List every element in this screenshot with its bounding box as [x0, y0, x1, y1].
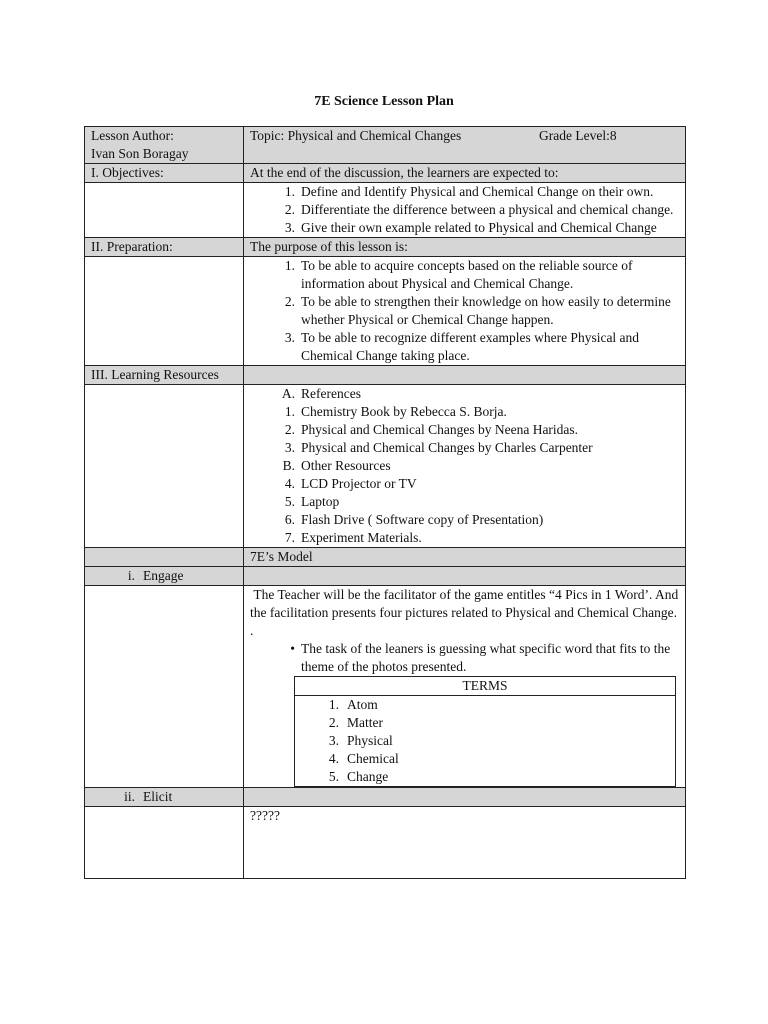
- list-item: [250, 183, 679, 201]
- grade-level: Grade Level:8: [539, 128, 617, 143]
- list-item-number: 3.: [328, 733, 339, 748]
- list-item-text: Change: [347, 769, 389, 784]
- list-item-number: 5.: [284, 494, 295, 509]
- list-item-number: B.: [282, 458, 295, 473]
- list-item: [301, 696, 669, 714]
- preparation-header-row: [85, 238, 686, 257]
- list-item-number: 2.: [284, 294, 295, 309]
- list-item-number: 3.: [284, 330, 295, 345]
- list-item-text: Chemical: [347, 751, 399, 766]
- list-item-number: 1.: [328, 697, 339, 712]
- engage-bullet-list: [250, 640, 679, 676]
- list-item-text: LCD Projector or TV: [301, 476, 417, 491]
- objectives-label: I. Objectives:: [85, 164, 244, 183]
- list-item-text: Other Resources: [301, 458, 391, 473]
- list-item-number: 2.: [284, 202, 295, 217]
- list-item-text: Physical and Chemical Changes by Charles Carpenter: [301, 440, 593, 455]
- list-item: [301, 714, 669, 732]
- list-item: [250, 219, 679, 237]
- list-item: [250, 385, 679, 403]
- list-item-text: Physical: [347, 733, 393, 748]
- objectives-list: [250, 183, 679, 237]
- author-cell: [85, 127, 244, 164]
- list-item-text: To be able to recognize different examples where Physical and Chemical Change taking place.: [301, 330, 640, 363]
- objectives-intro: At the end of the discussion, the learners are expected to:: [244, 164, 686, 183]
- list-item-number: 1.: [284, 184, 295, 199]
- list-item-text: Define and Identify Physical and Chemical Change on their own.: [301, 184, 654, 199]
- elicit-header-row: [85, 788, 686, 807]
- resources-header-row: [85, 366, 686, 385]
- list-item: [250, 529, 679, 547]
- preparation-body-row: [85, 257, 686, 366]
- terms-list: [301, 696, 669, 786]
- list-item-text: Experiment Materials.: [301, 530, 422, 545]
- list-item: [250, 257, 679, 293]
- resources-body-row: [85, 385, 686, 548]
- document-title: 7E Science Lesson Plan: [314, 94, 454, 109]
- engage-label: Engage: [143, 568, 184, 583]
- list-item: [301, 768, 669, 786]
- preparation-label: II. Preparation:: [85, 238, 244, 257]
- list-item-number: 4.: [284, 476, 295, 491]
- list-item-number: 7.: [284, 530, 295, 545]
- list-item-text: Physical and Chemical Changes by Neena Haridas.: [301, 422, 579, 437]
- list-item-number: 3.: [284, 220, 295, 235]
- engage-paragraph: The Teacher will be the facilitator of the game entitles “4 Pics in 1 Word’. And the facilitation presents four pictures related to Physical and Chemical Change. .: [250, 587, 682, 638]
- model-header-row: [85, 548, 686, 567]
- list-item: [250, 493, 679, 511]
- list-item: [250, 403, 679, 421]
- elicit-body-row: [85, 807, 686, 879]
- list-item-text: References: [301, 386, 361, 401]
- list-item: [301, 732, 669, 750]
- list-item-text: To be able to acquire concepts based on the reliable source of information about Physical and Chemical Change.: [301, 258, 633, 291]
- objectives-header-row: [85, 164, 686, 183]
- bullet-icon: •: [290, 641, 295, 656]
- list-item-number: 3.: [284, 440, 295, 455]
- resources-list: [250, 385, 679, 547]
- list-item-text: Atom: [347, 697, 378, 712]
- list-item: [250, 640, 679, 676]
- list-item: [250, 511, 679, 529]
- model-label: 7E’s Model: [244, 548, 686, 567]
- list-item-text: Flash Drive ( Software copy of Presentation): [301, 512, 544, 527]
- list-item-number: A.: [281, 386, 295, 401]
- list-item-number: 6.: [284, 512, 295, 527]
- author-label: Lesson Author:: [91, 128, 174, 143]
- topic-text: Topic: Physical and Chemical Changes: [250, 128, 462, 143]
- list-item: [250, 201, 679, 219]
- engage-bullet-text: The task of the leaners is guessing what specific word that fits to the theme of the photos presented.: [301, 641, 671, 674]
- list-item-number: 5.: [328, 769, 339, 784]
- engage-number: i.: [127, 568, 135, 583]
- terms-table: [294, 676, 676, 787]
- list-item-number: 1.: [284, 404, 295, 419]
- engage-header-row: [85, 567, 686, 586]
- list-item-number: 1.: [284, 258, 295, 273]
- header-row: [85, 127, 686, 164]
- engage-body-row: [85, 586, 686, 788]
- elicit-number: ii.: [124, 789, 135, 804]
- list-item-text: Matter: [347, 715, 383, 730]
- list-item-number: 4.: [328, 751, 339, 766]
- list-item-text: Laptop: [301, 494, 340, 509]
- list-item: [301, 750, 669, 768]
- list-item-number: 2.: [328, 715, 339, 730]
- list-item: [250, 421, 679, 439]
- list-item: [250, 457, 679, 475]
- preparation-intro: The purpose of this lesson is:: [244, 238, 686, 257]
- list-item-text: Give their own example related to Physical and Chemical Change: [301, 220, 657, 235]
- topic-cell: [244, 127, 686, 164]
- terms-header: TERMS: [295, 677, 676, 696]
- objectives-body-row: [85, 183, 686, 238]
- list-item-text: Chemistry Book by Rebecca S. Borja.: [301, 404, 507, 419]
- list-item: [250, 329, 679, 365]
- list-item: [250, 475, 679, 493]
- lesson-plan-table: [84, 126, 686, 879]
- preparation-list: [250, 257, 679, 365]
- list-item: [250, 439, 679, 457]
- list-item-text: To be able to strengthen their knowledge on how easily to determine whether Physical or Chemical Change happen.: [301, 294, 671, 327]
- list-item-text: Differentiate the difference between a physical and chemical change.: [301, 202, 674, 217]
- list-item-number: 2.: [284, 422, 295, 437]
- elicit-label: Elicit: [143, 789, 173, 804]
- list-item: [250, 293, 679, 329]
- elicit-content: ?????: [244, 807, 686, 879]
- author-name: Ivan Son Boragay: [91, 146, 189, 161]
- resources-label: III. Learning Resources: [85, 366, 244, 385]
